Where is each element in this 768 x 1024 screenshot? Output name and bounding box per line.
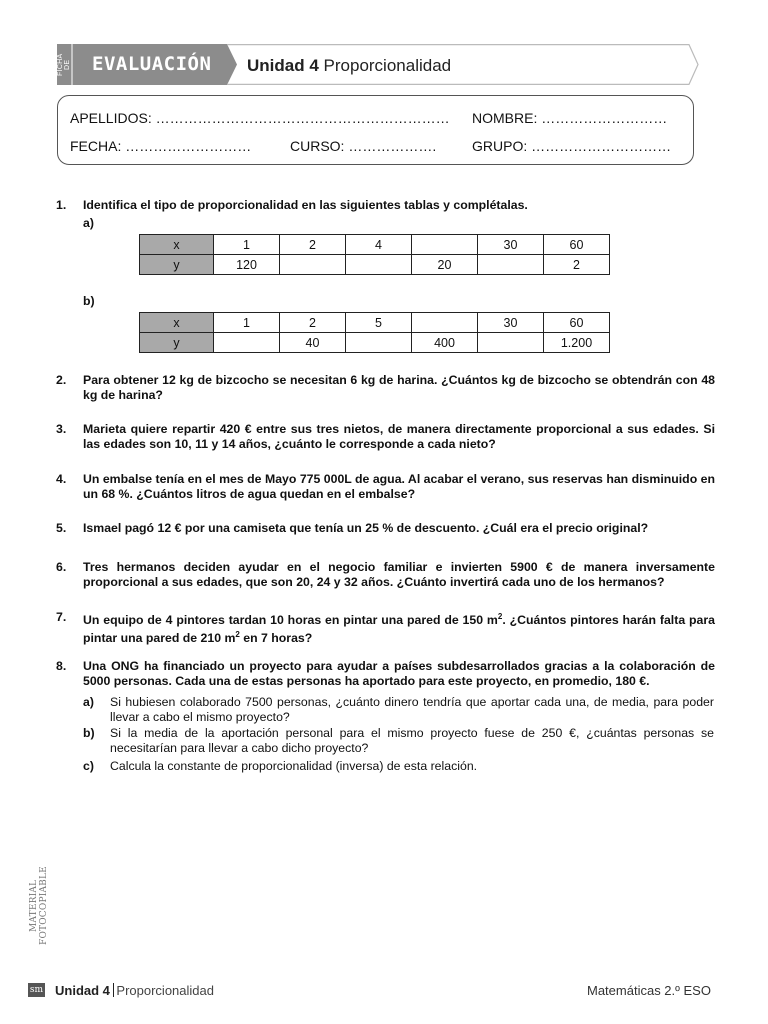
student-info-box — [57, 95, 694, 165]
side-label: MATERIAL FOTOCOPIABLE — [29, 866, 49, 946]
table-cell: 1 — [214, 313, 280, 333]
footer-unit-label: Unidad 4 — [55, 983, 110, 998]
table-cell: 20 — [412, 255, 478, 275]
grupo-field[interactable]: GRUPO: ………………………… — [472, 138, 672, 154]
table-cell: x — [140, 235, 214, 255]
table-cell: 30 — [478, 313, 544, 333]
part-text: Calcula la constante de proporcionalidad (inversa) de esta relación. — [110, 759, 478, 773]
question-text: Marieta quiere repartir 420 € entre sus tres nietos, de manera directamente proporcional a sus edades. Si las edades son 10, 11 y 14 años, ¿cuánto le corresponde a cada nieto? — [83, 422, 715, 451]
nombre-field[interactable]: NOMBRE: ……………………… — [472, 110, 668, 126]
part-letter: a) — [83, 695, 94, 709]
question-text: Identifica el tipo de proporcionalidad en las siguientes tablas y complétalas. — [83, 198, 528, 212]
question-number: 4. — [56, 472, 67, 486]
question-text: Ismael pagó 12 € por una camiseta que tenía un 25 % de descuento. ¿Cuál era el precio original? — [83, 521, 649, 535]
table-cell: 60 — [544, 235, 610, 255]
table-cell: 2 — [280, 235, 346, 255]
table-cell — [280, 255, 346, 275]
table-row-x — [140, 313, 610, 333]
table-cell: 1.200 — [544, 333, 610, 353]
question-text: Un embalse tenía en el mes de Mayo 775 000L de agua. Al acabar el verano, sus reservas han disminuido en un 68 %. ¿Cuántos litros de agua quedan en el embalse? — [83, 472, 715, 501]
part-text: Si hubiesen colaborado 7500 personas, ¿cuánto dinero tendría que aportar cada una, de media, para poder llevar a cabo el mismo proyecto? — [110, 695, 714, 724]
table-row-y — [140, 333, 610, 353]
table-row-y — [140, 255, 610, 275]
question-number: 6. — [56, 560, 67, 574]
table-cell: 120 — [214, 255, 280, 275]
table-cell: 5 — [346, 313, 412, 333]
table-cell: y — [140, 333, 214, 353]
footer-unit-name: Proporcionalidad — [116, 983, 214, 998]
table-cell: 30 — [478, 235, 544, 255]
table-cell: 40 — [280, 333, 346, 353]
table-cell — [478, 333, 544, 353]
table-cell: 2 — [280, 313, 346, 333]
question-number: 7. — [56, 610, 67, 624]
question-number: 8. — [56, 659, 67, 673]
page-title — [247, 56, 451, 76]
table-cell — [412, 313, 478, 333]
table-cell — [412, 235, 478, 255]
table-cell — [346, 255, 412, 275]
curso-field[interactable]: CURSO: ………………. — [290, 138, 437, 154]
table-cell: 2 — [544, 255, 610, 275]
table-cell: 1 — [214, 235, 280, 255]
table-cell: 400 — [412, 333, 478, 353]
question-text: Un equipo de 4 pintores tardan 10 horas en pintar una pared de 150 $m^2$. ¿Cuántos pintores harán falta para pintar una pared de 210 $m^2$ en 7 horas? — [83, 612, 715, 645]
table-cell — [478, 255, 544, 275]
part-letter: b) — [83, 726, 95, 740]
table-row-x — [140, 235, 610, 255]
apellidos-field[interactable]: APELLIDOS: ……………………………………………………… — [70, 110, 450, 126]
unit-label: Unidad 4 — [247, 56, 319, 75]
unit-name: Proporcionalidad — [323, 56, 452, 75]
ficha-label: FICHA DE — [57, 53, 71, 77]
question-number: 5. — [56, 521, 67, 535]
fecha-field[interactable]: FECHA: ……………………… — [70, 138, 252, 154]
footer-course: Matemáticas 2.º ESO — [587, 983, 711, 998]
table-cell: 4 — [346, 235, 412, 255]
divider — [113, 983, 115, 997]
question-number: 1. — [56, 198, 67, 212]
question-text: Una ONG ha financiado un proyecto para ayudar a países subdesarrollados gracias a la colaboración de 5000 personas. Cada una de estas personas ha aportado para este proyecto, en promedio, 180 €. — [83, 659, 715, 688]
footer-unit — [55, 983, 214, 998]
part-letter: c) — [83, 759, 94, 773]
question-text: Para obtener 12 kg de bizcocho se necesitan 6 kg de harina. ¿Cuántos kg de bizcocho se obtendrán con 48 kg de harina? — [83, 373, 715, 402]
table-cell — [214, 333, 280, 353]
table-b-label: b) — [83, 294, 95, 308]
table-cell — [346, 333, 412, 353]
table-cell: 60 — [544, 313, 610, 333]
publisher-logo: sm — [29, 985, 44, 995]
question-number: 2. — [56, 373, 67, 387]
question-text: Tres hermanos deciden ayudar en el negocio familiar e invierten 5900 € de manera inversamente proporcional a sus edades, que son 20, 24 y 32 años. ¿Cuánto invertirá cada uno de los hermanos? — [83, 560, 715, 589]
section-label: EVALUACIÓN — [92, 53, 212, 75]
table-cell: x — [140, 313, 214, 333]
part-text: Si la media de la aportación personal para el mismo proyecto fuese de 250 €, ¿cuántas personas se necesitarían para llevar a cabo dicho proyecto? — [110, 726, 714, 755]
table-cell: y — [140, 255, 214, 275]
proportion-table-a — [139, 234, 610, 275]
table-a-label: a) — [83, 216, 94, 230]
question-number: 3. — [56, 422, 67, 436]
proportion-table-b — [139, 312, 610, 353]
